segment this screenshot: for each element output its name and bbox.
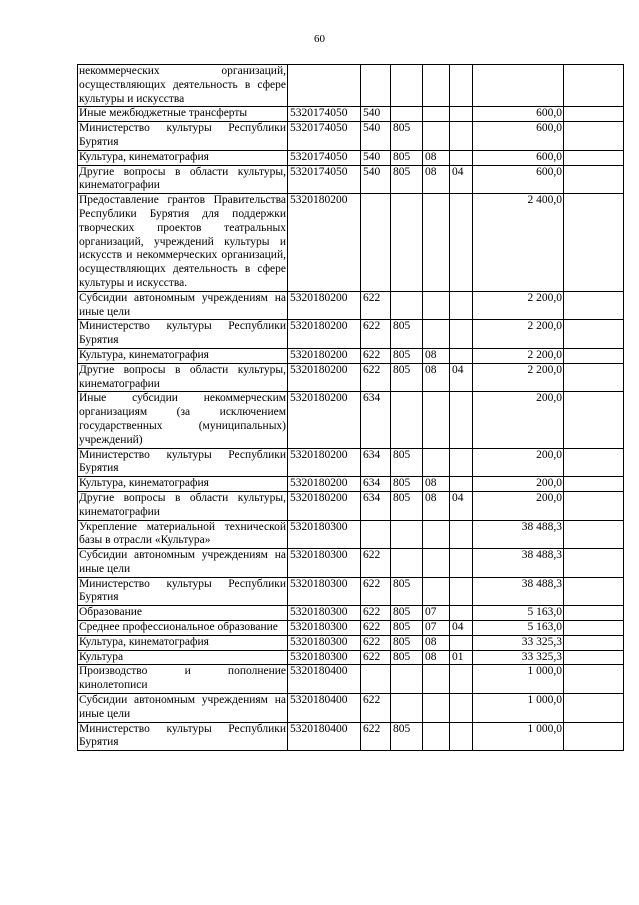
- row-department-cell: [391, 549, 423, 578]
- table-row: [78, 477, 624, 492]
- row-name-cell: Субсидии автономным учреждениям на иные цели: [78, 694, 288, 723]
- row-name-cell: Иные субсидии некоммерческим организациям (за исключением государственных (муниципальных) учреждений): [78, 392, 288, 448]
- row-expense-type-cell: 540: [361, 165, 391, 194]
- row-department-cell: 805: [391, 122, 423, 151]
- row-amount-cell: 200,0: [473, 448, 564, 477]
- row-extra-amount-cell: [564, 577, 624, 606]
- row-amount-cell: 2 400,0: [473, 194, 564, 292]
- row-amount-cell: 2 200,0: [473, 291, 564, 320]
- row-name-cell: Культура, кинематография: [78, 635, 288, 650]
- row-expense-type-cell: 540: [361, 150, 391, 165]
- row-target-article-cell: 5320174050: [288, 107, 361, 122]
- row-subsection-cell: [450, 65, 473, 107]
- row-section-cell: [423, 320, 450, 349]
- row-subsection-cell: 04: [450, 363, 473, 392]
- row-subsection-cell: 01: [450, 650, 473, 665]
- row-section-cell: [423, 194, 450, 292]
- table-row: [78, 665, 624, 694]
- row-name-cell: Министерство культуры Республики Бурятия: [78, 448, 288, 477]
- row-target-article-cell: 5320180200: [288, 291, 361, 320]
- row-subsection-cell: [450, 448, 473, 477]
- row-subsection-cell: [450, 392, 473, 448]
- row-name-cell: Образование: [78, 606, 288, 621]
- row-department-cell: [391, 107, 423, 122]
- row-name-cell: Предоставление грантов Правительства Республики Бурятия для поддержки творческих проектов театральных организаций, учреждений культуры и искусств и некоммерческих организаций, осуществляющих деятельность в сфере культуры и искусства.: [78, 194, 288, 292]
- row-expense-type-cell: 634: [361, 477, 391, 492]
- row-amount-cell: 38 488,3: [473, 520, 564, 549]
- row-subsection-cell: [450, 694, 473, 723]
- row-section-cell: [423, 122, 450, 151]
- row-extra-amount-cell: [564, 165, 624, 194]
- row-extra-amount-cell: [564, 606, 624, 621]
- row-amount-cell: 2 200,0: [473, 363, 564, 392]
- table-row: [78, 549, 624, 578]
- row-name-cell: Другие вопросы в области культуры, кинематографии: [78, 491, 288, 520]
- row-subsection-cell: [450, 665, 473, 694]
- row-target-article-cell: 5320180400: [288, 665, 361, 694]
- row-section-cell: 07: [423, 621, 450, 636]
- row-target-article-cell: [288, 65, 361, 107]
- row-name-cell: Культура, кинематография: [78, 348, 288, 363]
- row-extra-amount-cell: [564, 520, 624, 549]
- row-section-cell: [423, 722, 450, 751]
- row-extra-amount-cell: [564, 320, 624, 349]
- row-amount-cell: 38 488,3: [473, 549, 564, 578]
- row-amount-cell: 200,0: [473, 491, 564, 520]
- table-row: [78, 621, 624, 636]
- row-target-article-cell: 5320180300: [288, 650, 361, 665]
- row-expense-type-cell: [361, 65, 391, 107]
- table-row: [78, 448, 624, 477]
- row-department-cell: 805: [391, 477, 423, 492]
- row-amount-cell: 2 200,0: [473, 348, 564, 363]
- row-department-cell: [391, 392, 423, 448]
- table-row: [78, 577, 624, 606]
- row-extra-amount-cell: [564, 107, 624, 122]
- row-expense-type-cell: 622: [361, 320, 391, 349]
- table-row: [78, 363, 624, 392]
- row-target-article-cell: 5320174050: [288, 165, 361, 194]
- row-extra-amount-cell: [564, 621, 624, 636]
- row-section-cell: 08: [423, 635, 450, 650]
- row-department-cell: 805: [391, 621, 423, 636]
- row-target-article-cell: 5320180200: [288, 448, 361, 477]
- row-expense-type-cell: 622: [361, 348, 391, 363]
- row-subsection-cell: 04: [450, 621, 473, 636]
- row-department-cell: 805: [391, 722, 423, 751]
- row-extra-amount-cell: [564, 348, 624, 363]
- row-extra-amount-cell: [564, 549, 624, 578]
- row-subsection-cell: [450, 348, 473, 363]
- row-extra-amount-cell: [564, 65, 624, 107]
- row-expense-type-cell: 622: [361, 549, 391, 578]
- row-expense-type-cell: 622: [361, 694, 391, 723]
- row-target-article-cell: 5320174050: [288, 150, 361, 165]
- table-row: [78, 650, 624, 665]
- row-subsection-cell: [450, 577, 473, 606]
- row-section-cell: 08: [423, 150, 450, 165]
- table-row: [78, 65, 624, 107]
- row-target-article-cell: 5320180400: [288, 694, 361, 723]
- table-row: [78, 291, 624, 320]
- table-row: [78, 722, 624, 751]
- row-department-cell: 805: [391, 448, 423, 477]
- page-number: 60: [314, 33, 325, 45]
- row-amount-cell: 600,0: [473, 122, 564, 151]
- row-target-article-cell: 5320180200: [288, 477, 361, 492]
- row-name-cell: Культура, кинематография: [78, 477, 288, 492]
- row-expense-type-cell: 622: [361, 363, 391, 392]
- row-subsection-cell: [450, 549, 473, 578]
- row-target-article-cell: 5320180300: [288, 549, 361, 578]
- row-target-article-cell: 5320180200: [288, 363, 361, 392]
- row-expense-type-cell: [361, 520, 391, 549]
- row-expense-type-cell: 634: [361, 491, 391, 520]
- row-department-cell: 805: [391, 348, 423, 363]
- row-expense-type-cell: 634: [361, 392, 391, 448]
- row-amount-cell: 2 200,0: [473, 320, 564, 349]
- row-section-cell: 08: [423, 477, 450, 492]
- row-target-article-cell: 5320180300: [288, 577, 361, 606]
- row-section-cell: [423, 448, 450, 477]
- row-name-cell: Министерство культуры Республики Бурятия: [78, 122, 288, 151]
- row-name-cell: Другие вопросы в области культуры, кинематографии: [78, 165, 288, 194]
- row-name-cell: Министерство культуры Республики Бурятия: [78, 320, 288, 349]
- table-row: [78, 320, 624, 349]
- row-section-cell: 08: [423, 348, 450, 363]
- row-section-cell: [423, 392, 450, 448]
- row-amount-cell: 600,0: [473, 150, 564, 165]
- row-section-cell: [423, 549, 450, 578]
- row-department-cell: [391, 291, 423, 320]
- row-subsection-cell: [450, 635, 473, 650]
- row-name-cell: Министерство культуры Республики Бурятия: [78, 577, 288, 606]
- row-extra-amount-cell: [564, 650, 624, 665]
- row-extra-amount-cell: [564, 194, 624, 292]
- row-section-cell: [423, 665, 450, 694]
- row-department-cell: 805: [391, 635, 423, 650]
- row-amount-cell: 1 000,0: [473, 694, 564, 723]
- row-department-cell: [391, 694, 423, 723]
- row-subsection-cell: 04: [450, 491, 473, 520]
- row-expense-type-cell: 634: [361, 448, 391, 477]
- table-row: [78, 635, 624, 650]
- row-department-cell: 805: [391, 150, 423, 165]
- row-section-cell: [423, 107, 450, 122]
- row-amount-cell: 200,0: [473, 477, 564, 492]
- row-department-cell: [391, 665, 423, 694]
- row-section-cell: [423, 65, 450, 107]
- row-department-cell: 805: [391, 606, 423, 621]
- row-section-cell: 08: [423, 363, 450, 392]
- row-expense-type-cell: 540: [361, 122, 391, 151]
- row-amount-cell: 600,0: [473, 165, 564, 194]
- row-subsection-cell: [450, 320, 473, 349]
- row-target-article-cell: 5320180200: [288, 491, 361, 520]
- row-amount-cell: 33 325,3: [473, 635, 564, 650]
- table-row: [78, 165, 624, 194]
- row-target-article-cell: 5320180300: [288, 621, 361, 636]
- row-extra-amount-cell: [564, 491, 624, 520]
- row-department-cell: 805: [391, 491, 423, 520]
- row-amount-cell: 33 325,3: [473, 650, 564, 665]
- row-section-cell: [423, 577, 450, 606]
- row-department-cell: 805: [391, 577, 423, 606]
- row-name-cell: Иные межбюджетные трансферты: [78, 107, 288, 122]
- row-amount-cell: 5 163,0: [473, 606, 564, 621]
- row-department-cell: 805: [391, 320, 423, 349]
- row-amount-cell: 1 000,0: [473, 722, 564, 751]
- row-name-cell: некоммерческих организаций, осуществляющих деятельность в сфере культуры и искусства: [78, 65, 288, 107]
- row-target-article-cell: 5320180300: [288, 520, 361, 549]
- row-amount-cell: 1 000,0: [473, 665, 564, 694]
- row-subsection-cell: [450, 122, 473, 151]
- row-section-cell: 08: [423, 165, 450, 194]
- budget-table-body: [78, 65, 624, 751]
- row-target-article-cell: 5320180200: [288, 392, 361, 448]
- row-department-cell: [391, 65, 423, 107]
- row-subsection-cell: 04: [450, 165, 473, 194]
- row-department-cell: 805: [391, 363, 423, 392]
- row-amount-cell: 38 488,3: [473, 577, 564, 606]
- row-target-article-cell: 5320180400: [288, 722, 361, 751]
- row-amount-cell: 600,0: [473, 107, 564, 122]
- budget-table: [77, 64, 624, 751]
- row-target-article-cell: 5320180200: [288, 194, 361, 292]
- table-row: [78, 107, 624, 122]
- row-extra-amount-cell: [564, 122, 624, 151]
- row-expense-type-cell: 622: [361, 722, 391, 751]
- table-row: [78, 392, 624, 448]
- row-subsection-cell: [450, 150, 473, 165]
- row-section-cell: [423, 291, 450, 320]
- row-expense-type-cell: 540: [361, 107, 391, 122]
- row-subsection-cell: [450, 606, 473, 621]
- row-extra-amount-cell: [564, 665, 624, 694]
- row-section-cell: 08: [423, 650, 450, 665]
- row-section-cell: 08: [423, 491, 450, 520]
- row-extra-amount-cell: [564, 722, 624, 751]
- row-amount-cell: [473, 65, 564, 107]
- row-extra-amount-cell: [564, 150, 624, 165]
- row-target-article-cell: 5320180200: [288, 348, 361, 363]
- row-department-cell: 805: [391, 650, 423, 665]
- row-target-article-cell: 5320180300: [288, 606, 361, 621]
- row-expense-type-cell: 622: [361, 606, 391, 621]
- row-extra-amount-cell: [564, 694, 624, 723]
- row-department-cell: [391, 520, 423, 549]
- row-subsection-cell: [450, 520, 473, 549]
- row-name-cell: Укрепление материальной технической базы в отрасли «Культура»: [78, 520, 288, 549]
- table-row: [78, 491, 624, 520]
- row-extra-amount-cell: [564, 291, 624, 320]
- row-name-cell: Другие вопросы в области культуры, кинематографии: [78, 363, 288, 392]
- row-expense-type-cell: 622: [361, 650, 391, 665]
- row-expense-type-cell: [361, 194, 391, 292]
- row-extra-amount-cell: [564, 363, 624, 392]
- table-row: [78, 694, 624, 723]
- row-department-cell: [391, 194, 423, 292]
- table-row: [78, 348, 624, 363]
- row-expense-type-cell: 622: [361, 635, 391, 650]
- row-section-cell: [423, 520, 450, 549]
- row-section-cell: 07: [423, 606, 450, 621]
- row-target-article-cell: 5320174050: [288, 122, 361, 151]
- row-extra-amount-cell: [564, 635, 624, 650]
- row-name-cell: Культура: [78, 650, 288, 665]
- row-target-article-cell: 5320180300: [288, 635, 361, 650]
- row-expense-type-cell: 622: [361, 621, 391, 636]
- row-subsection-cell: [450, 107, 473, 122]
- row-extra-amount-cell: [564, 392, 624, 448]
- table-row: [78, 520, 624, 549]
- row-extra-amount-cell: [564, 477, 624, 492]
- row-amount-cell: 5 163,0: [473, 621, 564, 636]
- row-name-cell: Министерство культуры Республики Бурятия: [78, 722, 288, 751]
- row-section-cell: [423, 694, 450, 723]
- row-target-article-cell: 5320180200: [288, 320, 361, 349]
- row-expense-type-cell: [361, 665, 391, 694]
- row-name-cell: Культура, кинематография: [78, 150, 288, 165]
- row-name-cell: Субсидии автономным учреждениям на иные цели: [78, 549, 288, 578]
- table-row: [78, 122, 624, 151]
- row-department-cell: 805: [391, 165, 423, 194]
- table-row: [78, 606, 624, 621]
- row-extra-amount-cell: [564, 448, 624, 477]
- row-subsection-cell: [450, 291, 473, 320]
- table-row: [78, 194, 624, 292]
- row-expense-type-cell: 622: [361, 291, 391, 320]
- row-name-cell: Субсидии автономным учреждениям на иные цели: [78, 291, 288, 320]
- row-subsection-cell: [450, 722, 473, 751]
- row-amount-cell: 200,0: [473, 392, 564, 448]
- row-subsection-cell: [450, 194, 473, 292]
- row-name-cell: Среднее профессиональное образование: [78, 621, 288, 636]
- table-row: [78, 150, 624, 165]
- row-subsection-cell: [450, 477, 473, 492]
- row-expense-type-cell: 622: [361, 577, 391, 606]
- row-name-cell: Производство и пополнение кинолетописи: [78, 665, 288, 694]
